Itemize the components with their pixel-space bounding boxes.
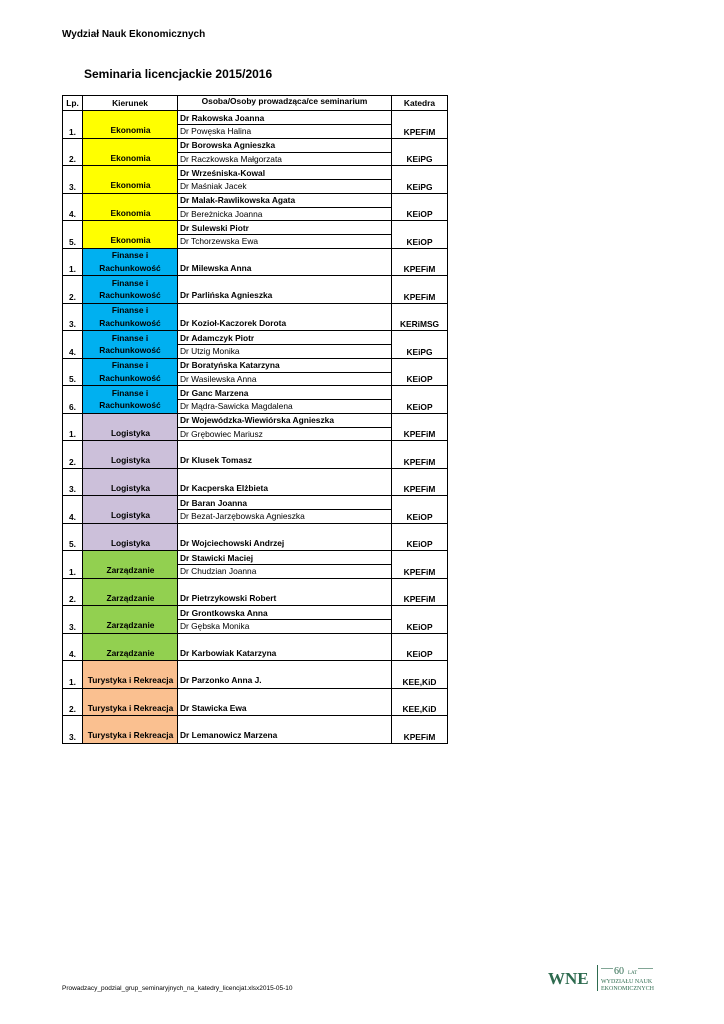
field-of-study-label: Finanse i Rachunkowość (99, 387, 161, 410)
table-row (63, 221, 448, 249)
supervisors-cell (178, 661, 392, 689)
supervisor-secondary: Dr Gębska Monika (180, 621, 250, 631)
column-header-kierunek: Kierunek (83, 96, 178, 111)
supervisors-cell (178, 138, 392, 166)
supervisor-primary: Dr Stawicka Ewa (180, 702, 247, 713)
supervisors-cell (178, 413, 392, 441)
row-number: 4. (63, 193, 83, 221)
field-of-study (83, 166, 178, 194)
field-of-study-label: Ekonomia (110, 125, 151, 135)
table-header-row (63, 96, 448, 111)
field-of-study (83, 386, 178, 414)
department-code: KEiPG (392, 138, 448, 166)
table-row (63, 276, 448, 304)
field-of-study-label: Zarządzanie (106, 565, 155, 575)
department-code: KEiOP (392, 221, 448, 249)
table-row (63, 716, 448, 744)
field-of-study (83, 358, 178, 386)
row-number: 1. (63, 413, 83, 441)
supervisor-primary: Dr Malak-Rawlikowska Agata (178, 194, 391, 208)
field-of-study (83, 578, 178, 606)
supervisors-cell (178, 331, 392, 359)
column-header-osoba: Osoba/Osoby prowadząca/ce seminarium (178, 96, 392, 111)
supervisor-secondary: Dr Grębowiec Mariusz (180, 428, 263, 439)
department-code: KPEFiM (392, 441, 448, 469)
supervisor-primary: Dr Grontkowska Anna (178, 607, 391, 621)
department-code: KPEFiM (392, 716, 448, 744)
supervisor-primary: Dr Parzonko Anna J. (180, 675, 262, 685)
logo-mark: WNE (548, 969, 589, 988)
table-row (63, 303, 448, 331)
field-of-study-label: Finanse i Rachunkowość (99, 277, 161, 300)
supervisor-secondary: Dr Tchorzewska Ewa (180, 236, 259, 246)
supervisors-cell (178, 386, 392, 414)
supervisors-cell (178, 248, 392, 276)
field-of-study-label: Zarządzanie (106, 592, 155, 603)
supervisor-primary: Dr Borowska Agnieszka (178, 139, 391, 153)
table-row (63, 111, 448, 139)
field-of-study (83, 551, 178, 579)
field-of-study (83, 111, 178, 139)
supervisor-primary: Dr Wojciechowski Andrzej (180, 537, 285, 548)
table-row (63, 468, 448, 496)
wne-60-lat-logo (548, 962, 658, 996)
department-code: KPEFiM (392, 276, 448, 304)
table-row (63, 633, 448, 661)
field-of-study-label: Finanse i Rachunkowość (99, 332, 161, 355)
field-of-study (83, 441, 178, 469)
department-code: KERiMSG (392, 303, 448, 331)
field-of-study-label: Finanse i Rachunkowość (99, 250, 161, 273)
supervisors-cell (178, 221, 392, 249)
supervisor-primary: Dr Karbowiak Katarzyna (180, 647, 277, 658)
table-row (63, 248, 448, 276)
logo-line1: WYDZIAŁU NAUK (601, 979, 653, 985)
supervisors-cell (178, 633, 392, 661)
table-row (63, 551, 448, 579)
supervisors-cell (178, 606, 392, 634)
field-of-study (83, 303, 178, 331)
field-of-study-label: Turystyka i Rekreacja (87, 675, 174, 685)
logo-line2: EKONOMICZNYCH (601, 986, 654, 992)
supervisor-primary: Dr Klusek Tomasz (180, 455, 252, 465)
department-code: KEiPG (392, 166, 448, 194)
supervisors-cell (178, 688, 392, 716)
table-row (63, 413, 448, 441)
supervisor-primary: Dr Kozioł-Kaczorek Dorota (180, 317, 287, 328)
supervisor-secondary: Dr Maśniak Jacek (180, 181, 247, 191)
department-code: KEiOP (392, 633, 448, 661)
row-number: 5. (63, 523, 83, 551)
field-of-study (83, 523, 178, 551)
field-of-study (83, 138, 178, 166)
supervisor-primary: Dr Ganc Marzena (178, 387, 391, 401)
field-of-study-label: Finanse i Rachunkowość (99, 360, 161, 383)
page-title: Seminaria licencjackie 2015/2016 (84, 67, 273, 81)
supervisor-secondary: Dr Bezat-Jarzębowska Agnieszka (180, 511, 305, 521)
supervisors-cell (178, 441, 392, 469)
row-number: 2. (63, 688, 83, 716)
supervisors-cell (178, 358, 392, 386)
field-of-study (83, 606, 178, 634)
department-code: KPEFiM (392, 248, 448, 276)
field-of-study (83, 661, 178, 689)
supervisor-primary: Dr Stawicki Maciej (178, 552, 391, 566)
column-header-lp: Lp. (63, 96, 83, 111)
row-number: 4. (63, 331, 83, 359)
row-number: 5. (63, 221, 83, 249)
field-of-study-label: Ekonomia (110, 180, 151, 190)
department-code: KPEFiM (392, 551, 448, 579)
field-of-study (83, 221, 178, 249)
field-of-study-label: Turystyka i Rekreacja (87, 730, 174, 740)
field-of-study (83, 468, 178, 496)
supervisor-primary: Dr Boratyńska Katarzyna (178, 359, 391, 373)
row-number: 4. (63, 496, 83, 524)
footer-filename: Prowadzacy_podzial_grup_seminaryjnych_na_katedry_licencjat.xlsx2015-05-10 (62, 985, 293, 992)
field-of-study-label: Logistyka (110, 510, 151, 520)
field-of-study-label: Ekonomia (110, 235, 151, 245)
supervisor-secondary: Dr Utzig Monika (180, 346, 240, 356)
supervisors-cell (178, 496, 392, 524)
field-of-study (83, 276, 178, 304)
supervisors-cell (178, 468, 392, 496)
row-number: 4. (63, 633, 83, 661)
table-row (63, 193, 448, 221)
supervisor-primary: Dr Adamczyk Piotr (178, 332, 391, 346)
table-row (63, 606, 448, 634)
supervisor-secondary: Dr Chudzian Joanna (180, 566, 257, 576)
row-number: 1. (63, 248, 83, 276)
department-code: KEiOP (392, 523, 448, 551)
seminar-table (62, 95, 448, 744)
row-number: 2. (63, 138, 83, 166)
department-code: KEiOP (392, 358, 448, 386)
field-of-study (83, 688, 178, 716)
row-number: 3. (63, 303, 83, 331)
faculty-header: Wydział Nauk Ekonomicznych (62, 29, 206, 40)
row-number: 3. (63, 468, 83, 496)
field-of-study (83, 496, 178, 524)
supervisor-primary: Dr Milewska Anna (180, 262, 252, 273)
field-of-study (83, 248, 178, 276)
supervisor-secondary: Dr Raczkowska Małgorzata (180, 153, 282, 164)
department-code: KPEFiM (392, 413, 448, 441)
field-of-study-label: Ekonomia (110, 152, 151, 163)
department-code: KPEFiM (392, 578, 448, 606)
field-of-study-label: Zarządzanie (106, 647, 155, 658)
table-row (63, 358, 448, 386)
table-row (63, 661, 448, 689)
logo-years-suffix: LAT (628, 971, 638, 976)
supervisor-primary: Dr Sulewski Piotr (178, 222, 391, 236)
table-row (63, 496, 448, 524)
column-header-katedra: Katedra (392, 96, 448, 111)
field-of-study-label: Finanse i Rachunkowość (99, 305, 161, 328)
supervisors-cell (178, 111, 392, 139)
supervisor-secondary: Dr Powęska Halina (180, 126, 252, 136)
field-of-study (83, 193, 178, 221)
department-code: KEiOP (392, 496, 448, 524)
supervisors-cell (178, 716, 392, 744)
department-code: KEE,KiD (392, 688, 448, 716)
supervisor-secondary: Dr Bereżnicka Joanna (180, 208, 263, 219)
row-number: 1. (63, 661, 83, 689)
supervisors-cell (178, 578, 392, 606)
row-number: 2. (63, 276, 83, 304)
row-number: 1. (63, 111, 83, 139)
row-number: 5. (63, 358, 83, 386)
table-row (63, 166, 448, 194)
field-of-study-label: Logistyka (110, 427, 151, 438)
supervisors-cell (178, 166, 392, 194)
field-of-study (83, 716, 178, 744)
table-row (63, 441, 448, 469)
field-of-study-label: Logistyka (110, 537, 151, 548)
row-number: 1. (63, 551, 83, 579)
row-number: 2. (63, 441, 83, 469)
field-of-study (83, 633, 178, 661)
field-of-study-label: Turystyka i Rekreacja (87, 702, 174, 713)
row-number: 3. (63, 166, 83, 194)
supervisor-primary: Dr Pietrzykowski Robert (180, 592, 277, 603)
field-of-study (83, 413, 178, 441)
supervisor-secondary: Dr Wasilewska Anna (180, 373, 257, 384)
supervisor-primary: Dr Lemanowicz Marzena (180, 730, 278, 740)
department-code: KEiPG (392, 331, 448, 359)
department-code: KEE,KiD (392, 661, 448, 689)
supervisor-secondary: Dr Mądra-Sawicka Magdalena (180, 401, 293, 411)
supervisor-primary: Dr Kacperska Elżbieta (180, 482, 268, 493)
supervisor-primary: Dr Parlińska Agnieszka (180, 290, 273, 300)
logo-years: 60 (614, 966, 624, 977)
supervisor-primary: Dr Wrześniska-Kowal (178, 167, 391, 181)
supervisor-primary: Dr Rakowska Joanna (178, 112, 391, 126)
row-number: 6. (63, 386, 83, 414)
supervisors-cell (178, 551, 392, 579)
table-row (63, 688, 448, 716)
table-row (63, 331, 448, 359)
table-row (63, 386, 448, 414)
field-of-study-label: Logistyka (110, 482, 151, 493)
table-row (63, 578, 448, 606)
supervisors-cell (178, 276, 392, 304)
supervisors-cell (178, 303, 392, 331)
department-code: KEiOP (392, 386, 448, 414)
field-of-study-label: Zarządzanie (106, 620, 155, 630)
department-code: KEiOP (392, 193, 448, 221)
field-of-study-label: Logistyka (110, 455, 151, 465)
field-of-study-label: Ekonomia (110, 207, 151, 218)
row-number: 2. (63, 578, 83, 606)
table-row (63, 138, 448, 166)
department-code: KPEFiM (392, 468, 448, 496)
field-of-study (83, 331, 178, 359)
department-code: KPEFiM (392, 111, 448, 139)
supervisor-primary: Dr Wojewódzka-Wiewiórska Agnieszka (178, 414, 391, 428)
supervisor-primary: Dr Baran Joanna (178, 497, 391, 511)
row-number: 3. (63, 716, 83, 744)
supervisors-cell (178, 193, 392, 221)
supervisors-cell (178, 523, 392, 551)
table-row (63, 523, 448, 551)
department-code: KEiOP (392, 606, 448, 634)
row-number: 3. (63, 606, 83, 634)
